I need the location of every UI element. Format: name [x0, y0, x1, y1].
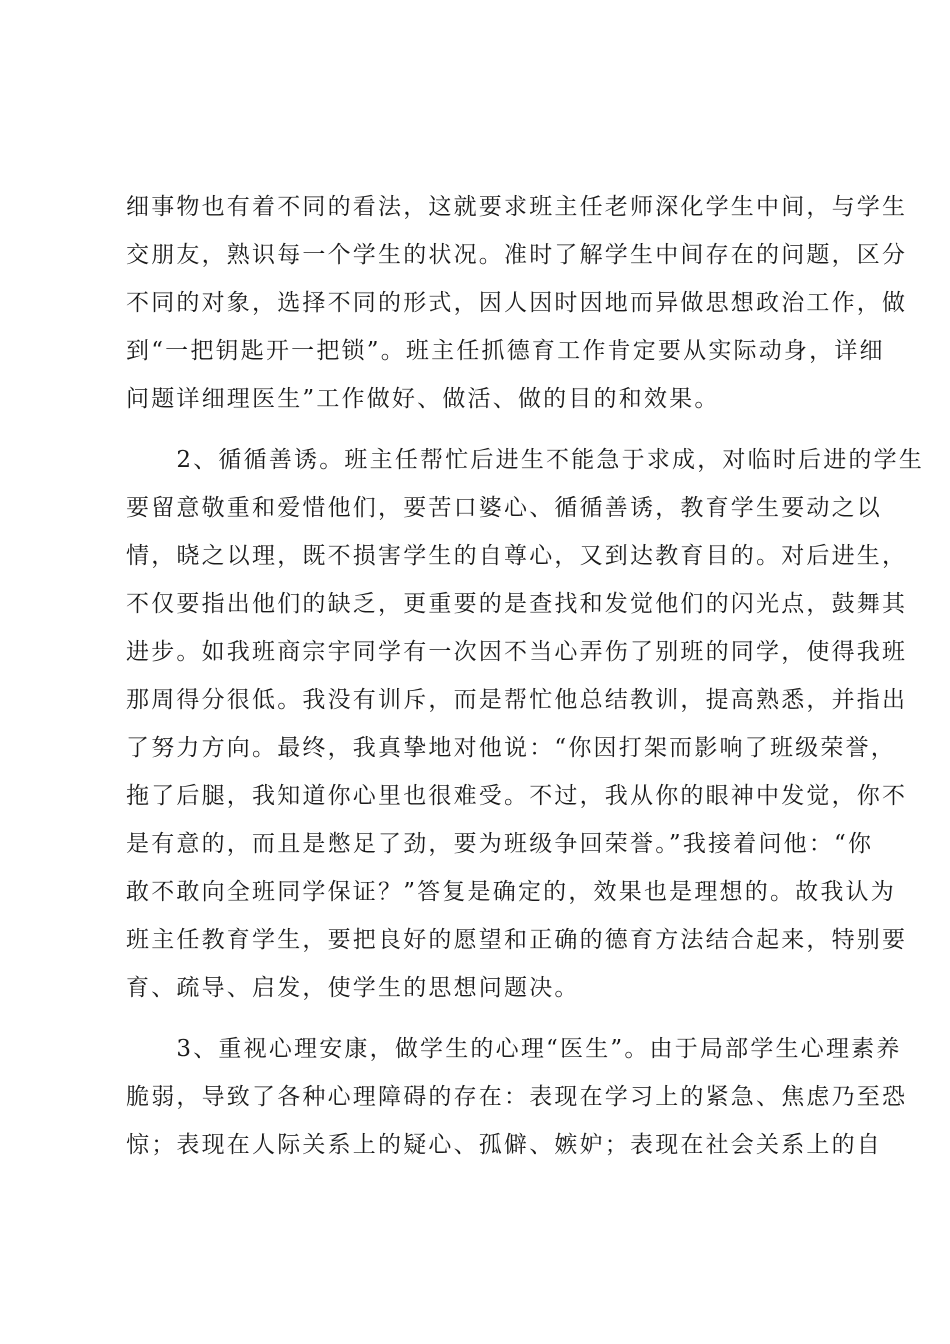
text-line: 2、循循善诱。班主任帮忙后进生不能急于求成，对临时后进的学生	[126, 447, 925, 473]
text-line: 是有意的，而且是憋足了劲，要为班级争回荣誉。”我接着问他：“你	[126, 831, 874, 857]
paragraph-2	[126, 436, 925, 1012]
text-line: 问题详细理医生”工作做好、做活、做的目的和效果。	[126, 386, 720, 412]
paragraph-spacer	[126, 423, 826, 436]
document-body	[126, 183, 925, 1169]
text-line: 那周得分很低。我没有训斥，而是帮忙他总结教训，提高熟悉，并指出	[126, 687, 908, 713]
paragraph-1	[126, 183, 908, 423]
text-line: 3、重视心理安康，做学生的心理“医生”。由于局部学生心理素养	[126, 1036, 902, 1062]
text-line: 不同的对象，选择不同的形式，因人因时因地而异做思想政治工作，做	[126, 290, 908, 316]
text-line: 要留意敬重和爱惜他们，要苦口婆心、循循善诱，教育学生要动之以	[126, 495, 882, 521]
paragraph-spacer	[126, 1012, 826, 1025]
text-line: 到“一把钥匙开一把锁”。班主任抓德育工作肯定要从实际动身，详细	[126, 338, 885, 364]
text-line: 情，晓之以理，既不损害学生的自尊心，又到达教育目的。对后进生，	[126, 543, 908, 569]
text-line: 敢不敢向全班同学保证？”答复是确定的，效果也是理想的。故我认为	[126, 879, 896, 905]
text-line: 育、疏导、启发，使学生的思想问题决。	[126, 975, 580, 1001]
text-line: 细事物也有着不同的看法，这就要求班主任老师深化学生中间，与学生	[126, 194, 908, 220]
text-line: 交朋友，熟识每一个学生的状况。准时了解学生中间存在的问题，区分	[126, 242, 908, 268]
text-line: 了努力方向。最终，我真挚地对他说：“你因打架而影响了班级荣誉，	[126, 735, 896, 761]
text-line: 脆弱，导致了各种心理障碍的存在：表现在学习上的紧急、焦虑乃至恐	[126, 1084, 908, 1110]
text-line: 不仅要指出他们的缺乏，更重要的是查找和发觉他们的闪光点，鼓舞其	[126, 591, 908, 617]
text-line: 拖了后腿，我知道你心里也很难受。不过，我从你的眼神中发觉，你不	[126, 783, 908, 809]
paragraph-3	[126, 1025, 908, 1169]
text-line: 惊；表现在人际关系上的疑心、孤僻、嫉妒；表现在社会关系上的自	[126, 1132, 882, 1158]
text-line: 进步。如我班商宗宇同学有一次因不当心弄伤了别班的同学，使得我班	[126, 639, 908, 665]
text-line: 班主任教育学生，要把良好的愿望和正确的德育方法结合起来，特别要	[126, 927, 908, 953]
